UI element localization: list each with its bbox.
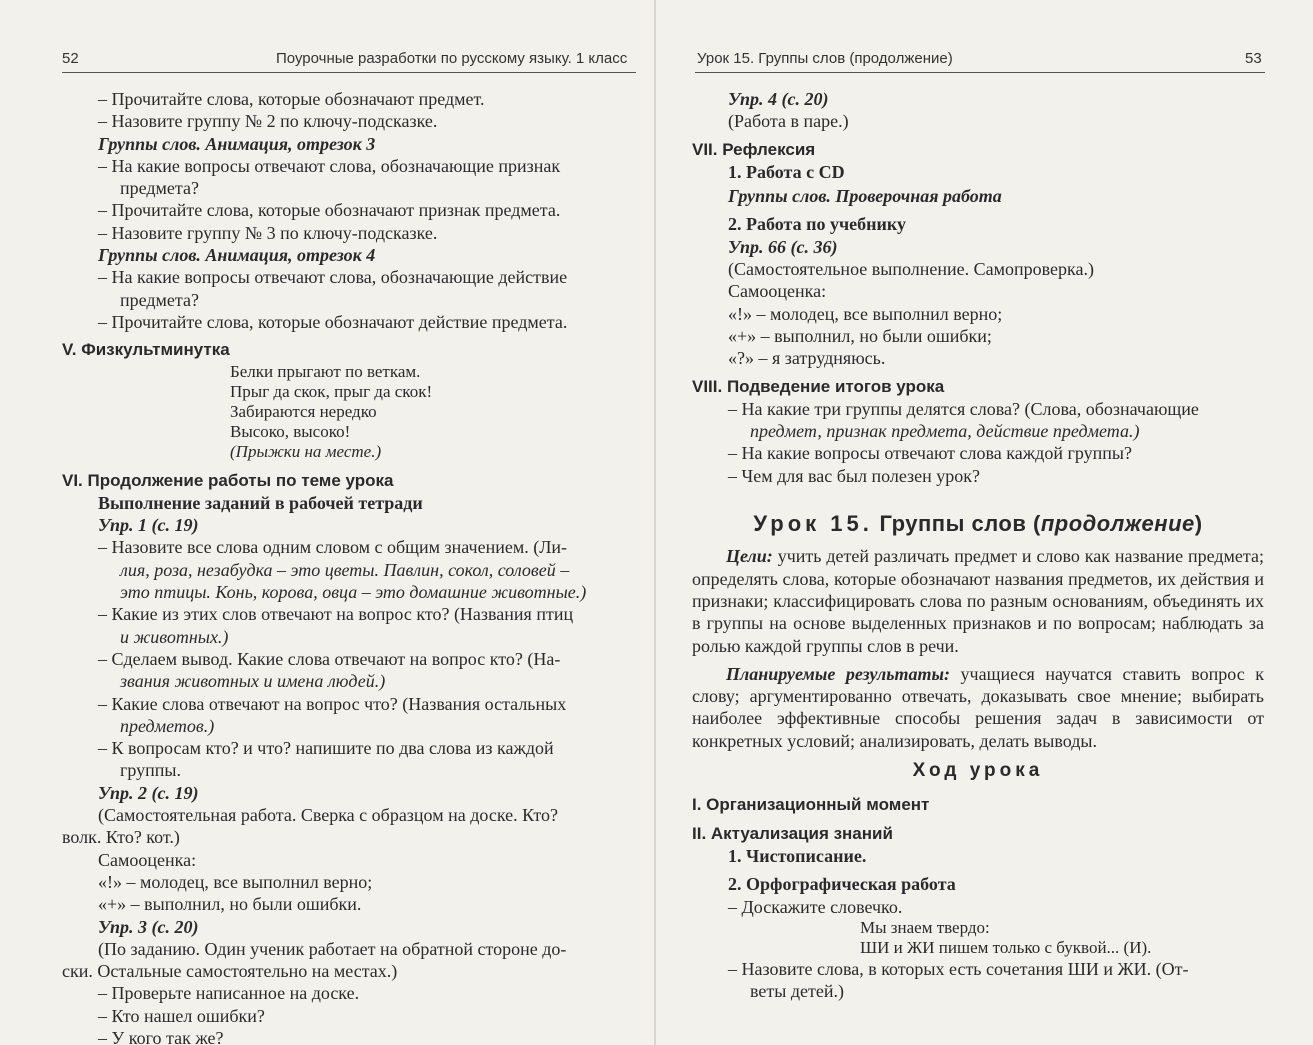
right-content [692,88,1264,1002]
lesson-title [692,513,1264,535]
cd-fragment-title: Группы слов. Анимация, отрезок 4 [98,245,376,266]
running-header-right: Урок 15. Группы слов (продолжение) [697,50,953,67]
text-line: это птицы. Конь, корова, овца – это домашние животные.) [120,582,587,603]
header-rule-right [695,72,1265,73]
text-line: «+» – выполнил, но были ошибки; [728,325,992,346]
poem [62,362,637,462]
text-line: веты детей.) [750,981,844,1002]
text-line: предметов.) [120,715,215,736]
results-text: учащиеся научатся ставить вопрос к слову; аргументированно отвечать, доказывать свое мнение; выбирать наиболее эффективные способы решения задач в зависимости от конкретных условий; анализировать, делать выводы. [692,663,1265,751]
text-line: – Прочитайте слова, которые обозначают признак предмета. [98,200,561,221]
text-line: – На какие три группы делятся слова? (Слова, обозначающие [728,398,1199,419]
text-line: – Назовите слова, в которых есть сочетания ШИ и ЖИ. (От- [728,958,1189,979]
text-line: – У кого так же? [98,1027,224,1045]
left-page [0,0,655,1045]
header-rule-left [62,72,636,73]
text-line: Самооценка: [728,281,827,302]
left-content [62,88,637,1045]
subheading: 2. Работа по учебнику [728,214,906,235]
results-label: Планируемые результаты: [726,663,950,684]
cd-fragment-title: Группы слов. Проверочная работа [728,186,1002,207]
text-line: лия, роза, незабудка – это цветы. Павлин, сокол, соловей – [120,559,570,580]
poem-line: Прыг да скок, прыг да скок! [230,381,433,401]
text-line: – На какие вопросы отвечают слова, обозначающие признак [98,155,561,176]
poem-line: Белки прыгают по веткам. [230,361,421,381]
text-line: Самооценка: [98,849,197,870]
text-line: – Назовите группу № 3 по ключу-подсказке. [98,222,438,243]
text-line: и животных.) [120,626,229,647]
poem-note: (Прыжки на месте.) [230,441,382,461]
text-line: «!» – молодец, все выполнил верно; [98,871,373,892]
running-header-left: Поурочные разработки по русскому языку. 1 класс [276,50,628,67]
exercise-heading: Упр. 3 (с. 20) [98,916,199,937]
lesson-name-end: ) [1194,511,1203,537]
text-line: – На какие вопросы отвечают слова каждой группы? [728,443,1132,464]
lesson-name: Группы слов ( [879,511,1041,537]
section-heading: VII. Рефлексия [692,139,816,159]
goals-label: Цели: [726,546,773,567]
exercise-heading: Упр. 4 (с. 20) [728,89,829,109]
poem-line: Высоко, высоко! [230,421,351,441]
text-line: – Какие слова отвечают на вопрос что? (Названия остальных [98,693,567,714]
poem-line: Забираются нередко [230,401,377,421]
text-line: – Кто нашел ошибки? [98,1005,265,1026]
text-line: звания животных и имена людей.) [120,671,386,692]
exercise-heading: Упр. 66 (с. 36) [728,236,838,257]
cd-fragment-title: Группы слов. Анимация, отрезок 3 [98,133,376,154]
page-number-right: 53 [1245,50,1262,67]
text-line: (Работа в паре.) [728,111,849,132]
text-line: (Самостоятельное выполнение. Самопроверка.) [728,259,1094,280]
text-line: предмета? [120,289,199,310]
text-line: – Прочитайте слова, которые обозначают действие предмета. [98,311,568,332]
section-heading: VI. Продолжение работы по теме урока [62,470,394,490]
exercise-heading: Упр. 2 (с. 19) [98,782,199,803]
subheading: 1. Работа с CD [728,161,845,182]
subheading: 1. Чистописание. [728,845,867,866]
text-line: предмета? [120,178,199,199]
poem [692,918,1264,958]
section-heading: V. Физкультминутка [62,340,230,360]
text-line: «!» – молодец, все выполнил верно; [728,303,1003,324]
subheading: Выполнение заданий в рабочей тетради [98,492,423,513]
text-line: – Чем для вас был полезен урок? [728,465,981,486]
lesson-name-italic: продолжение [1040,511,1195,537]
text-line: – Назовите группу № 2 по ключу-подсказке. [98,111,438,132]
text-line: (По заданию. Один ученик работает на обратной стороне до- [98,938,567,959]
text-line: – Назовите все слова одним словом с общим значением. (Ли- [98,537,568,558]
section-heading: II. Актуализация знаний [692,823,893,843]
text-line: предмет, признак предмета, действие предмета.) [750,421,1140,442]
goals-paragraph [692,545,1264,656]
text-line: – Доскажите словечко. [728,896,903,917]
text-line: ски. Остальные самостоятельно на местах.) [62,961,398,982]
lesson-number: Урок 15. [753,511,873,537]
results-paragraph [692,663,1264,752]
subheading: 2. Орфографическая работа [728,874,956,895]
text-line: «?» – я затрудняюсь. [728,348,886,369]
text-line: – К вопросам кто? и что? напишите по два слова из каждой [98,738,554,759]
lesson-progress-heading: Ход урока [912,760,1044,782]
text-line: волк. Кто? кот.) [62,827,180,848]
text-line: – Какие из этих слов отвечают на вопрос кто? (Названия птиц [98,604,574,625]
text-line: «+» – выполнил, но были ошибки. [98,894,362,915]
exercise-heading: Упр. 1 (с. 19) [98,515,199,536]
goals-text: учить детей различать предмет и слово как название предмета; определять слова, которые обозначают названия предметов, их действия и признаки; классифицировать слова по разным основаниям, объединять их в группы на основе выделенных признаков и по вопросам; наблюдать за ролью каждой группы слов в речи. [692,546,1265,656]
text-line: группы. [120,760,182,781]
text-line: – На какие вопросы отвечают слова, обозначающие действие [98,267,568,288]
right-page [655,0,1313,1045]
poem-line: ШИ и ЖИ пишем только с буквой... (И). [860,937,1152,957]
text-line: – Прочитайте слова, которые обозначают предмет. [98,89,485,109]
poem-line: Мы знаем твердо: [860,917,990,937]
section-heading: VIII. Подведение итогов урока [692,376,945,396]
page-number-left: 52 [62,50,79,67]
section-heading: I. Организационный момент [692,795,930,815]
text-line: – Проверьте написанное на доске. [98,983,360,1004]
text-line: – Сделаем вывод. Какие слова отвечают на вопрос кто? (На- [98,648,561,669]
text-line: (Самостоятельная работа. Сверка с образцом на доске. Кто? [98,805,559,826]
